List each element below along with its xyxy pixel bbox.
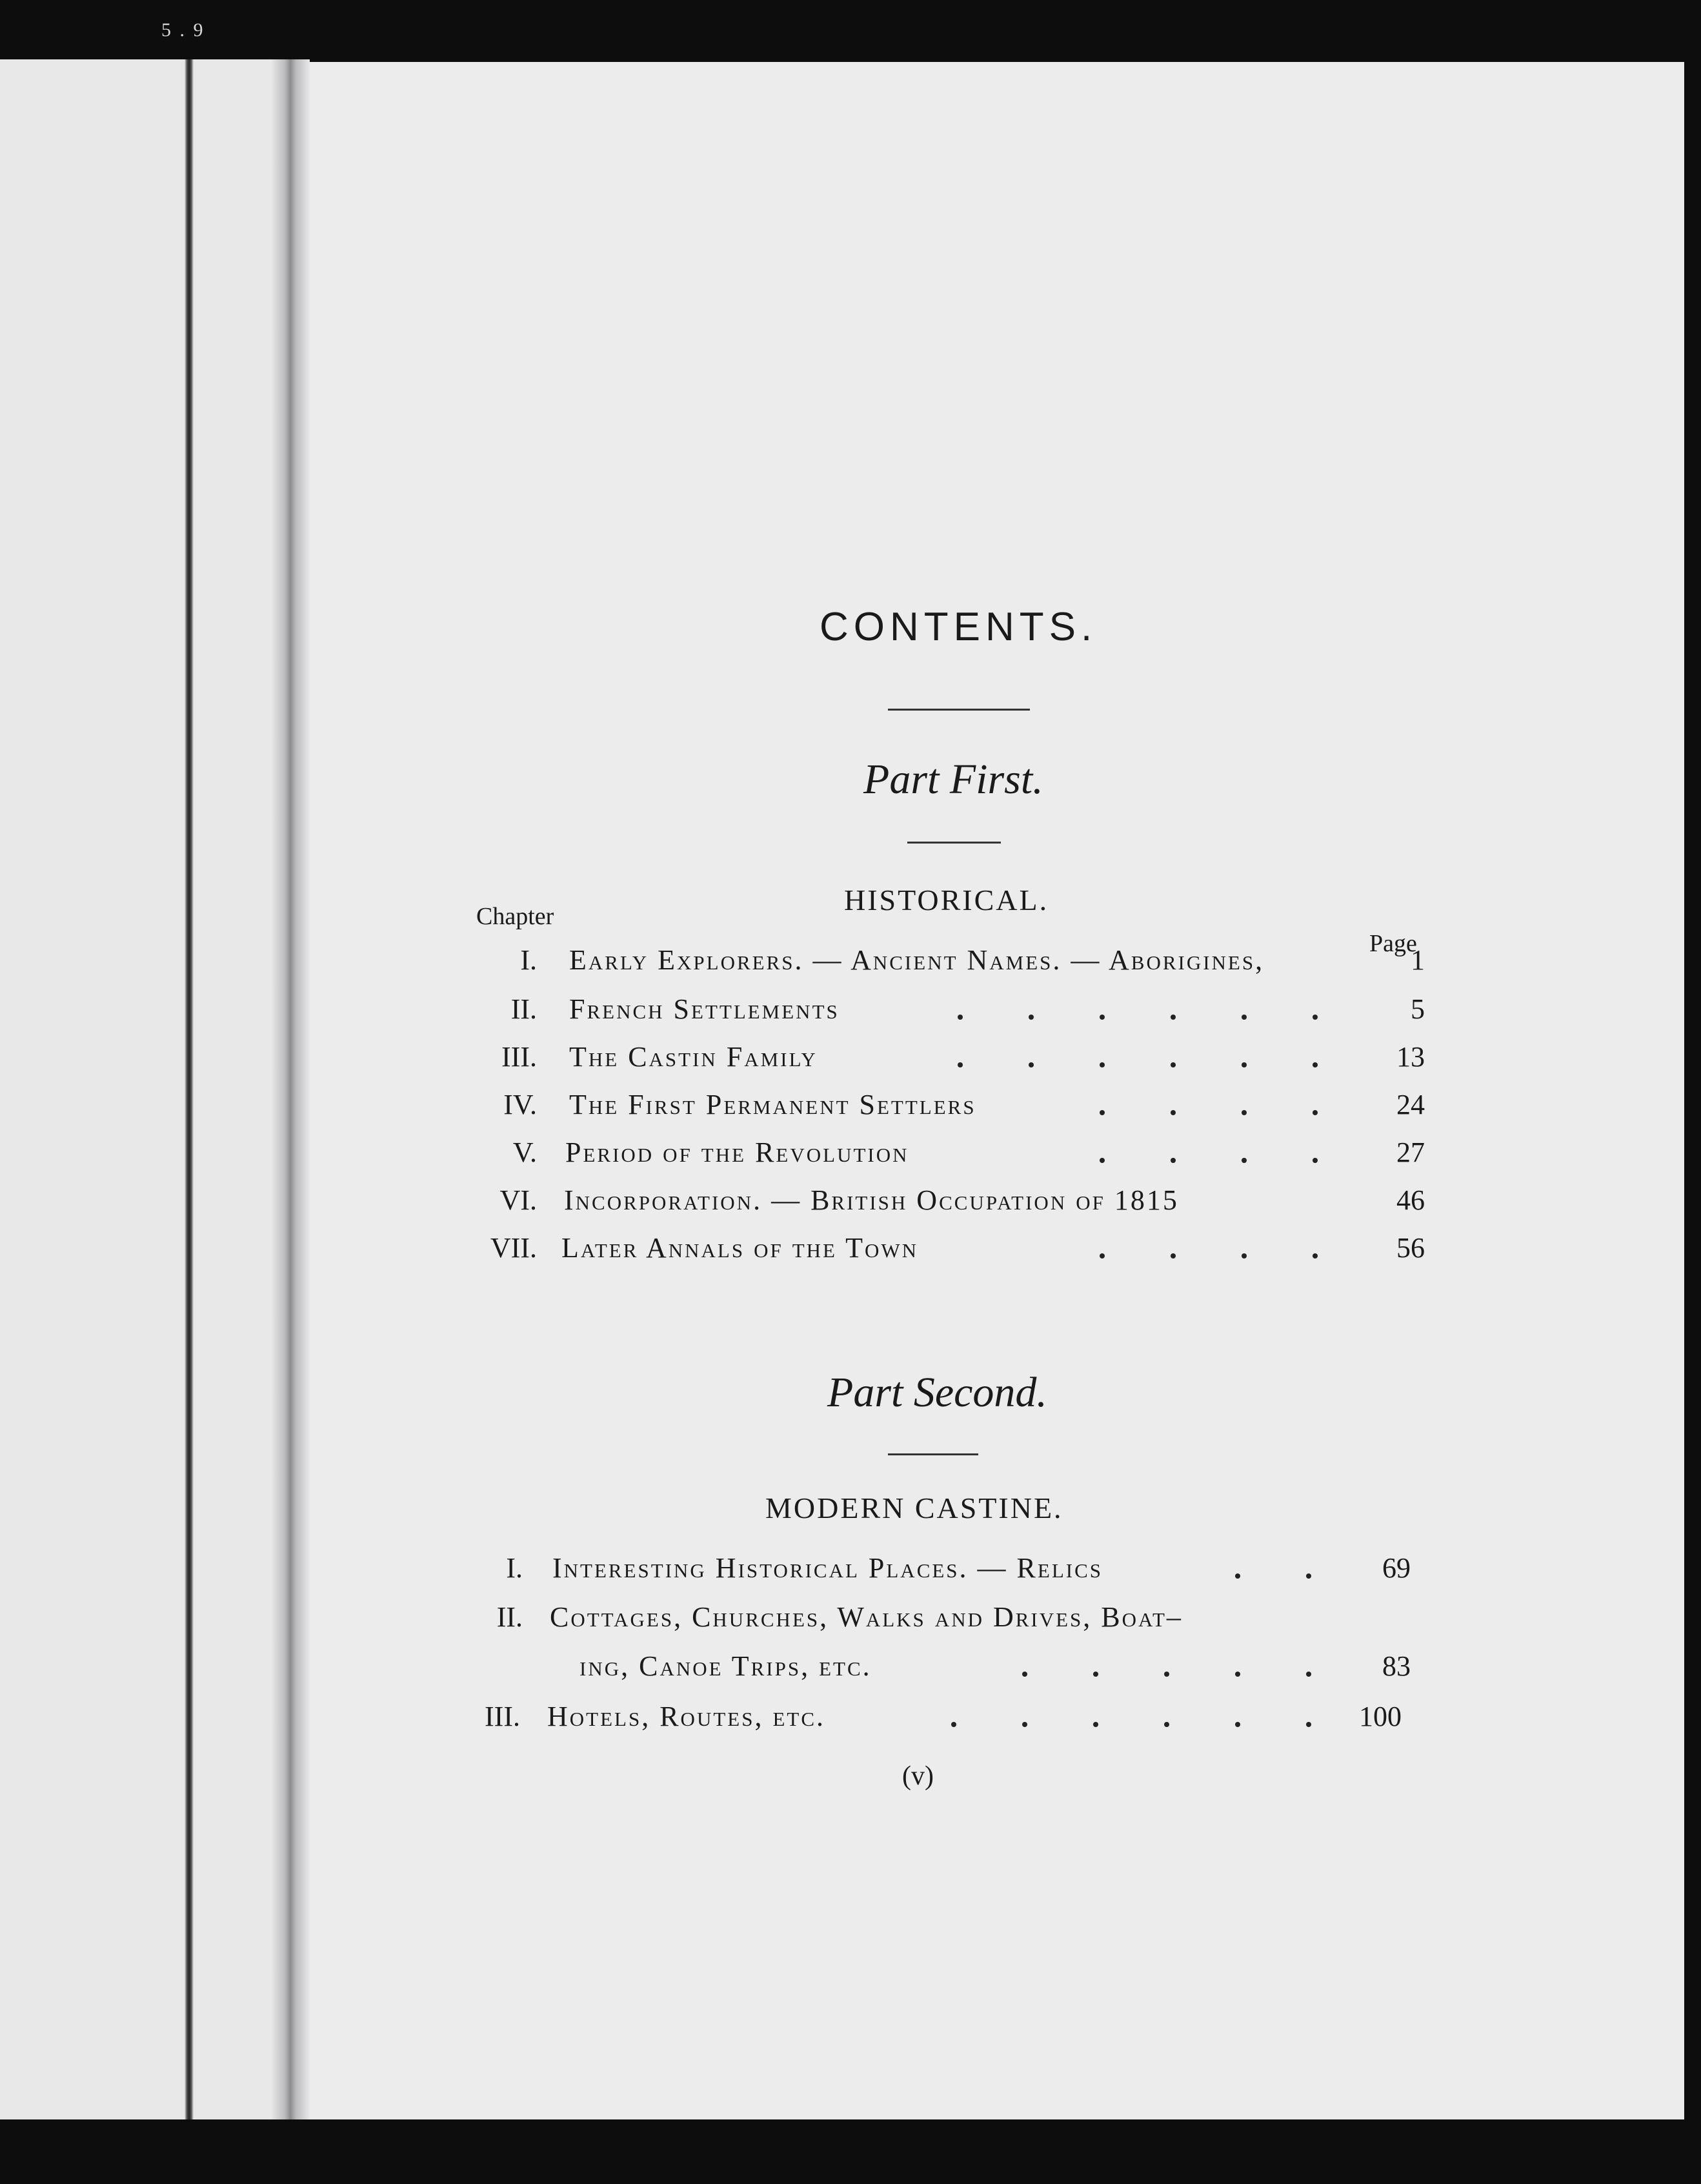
- entry-title: Incorporation. — British Occupation of 1815: [564, 1184, 1179, 1216]
- chapter-number: VII.: [490, 1232, 537, 1264]
- leader-dot: [958, 1062, 963, 1067]
- entry-page: 5: [1411, 993, 1425, 1025]
- leader-dot: [1171, 1015, 1176, 1020]
- chapter-number: I.: [506, 1552, 523, 1584]
- chapter-column-label: Chapter: [476, 903, 554, 930]
- toc-entry-part1-ch7: [0, 1231, 1701, 1270]
- page-folio: (v): [902, 1761, 934, 1791]
- entry-page: 69: [1382, 1552, 1411, 1584]
- chapter-number: III.: [485, 1701, 520, 1732]
- toc-entry-part1-ch4: [0, 1088, 1701, 1127]
- page-column-label: Page: [1369, 930, 1417, 957]
- entry-title: Cottages, Churches, Walks and Drives, Boat–: [550, 1601, 1183, 1633]
- toc-entry-part1-ch6: [0, 1184, 1701, 1222]
- leader-dot: [1093, 1722, 1098, 1727]
- leader-dot: [1171, 1158, 1176, 1163]
- leader-dot: [1306, 1672, 1311, 1677]
- leader-dot: [1306, 1573, 1311, 1579]
- toc-entry-part1-ch1: [0, 944, 1701, 982]
- top-margin-mark: 5 . 9: [161, 19, 205, 41]
- leader-dot: [958, 1015, 963, 1020]
- toc-entry-part2-ch3: [0, 1700, 1701, 1739]
- leader-dot: [1164, 1672, 1169, 1677]
- toc-entry-part1-ch2: [0, 993, 1701, 1031]
- entry-title: Later Annals of the Town: [561, 1232, 919, 1264]
- toc-entry-part2-ch2-continuation: [0, 1650, 1701, 1688]
- entry-page: 27: [1396, 1137, 1425, 1168]
- leader-dot: [1171, 1110, 1176, 1115]
- entry-title: The Castin Family: [569, 1041, 818, 1073]
- part-first-heading: HISTORICAL.: [844, 884, 1049, 916]
- entry-page: 56: [1396, 1232, 1425, 1264]
- leader-dot: [1235, 1573, 1240, 1579]
- leader-dot: [1306, 1722, 1311, 1727]
- leader-dot: [1235, 1672, 1240, 1677]
- chapter-number: IV.: [503, 1089, 537, 1120]
- entry-title: Period of the Revolution: [565, 1137, 909, 1168]
- leader-dot: [1164, 1722, 1169, 1727]
- entry-title: The First Permanent Settlers: [569, 1089, 976, 1120]
- leader-dot: [1029, 1062, 1034, 1067]
- entry-page: 1: [1411, 944, 1425, 976]
- chapter-number: II.: [496, 1601, 523, 1633]
- entry-title: Hotels, Routes, etc.: [547, 1701, 825, 1732]
- toc-entry-part1-ch3: [0, 1040, 1701, 1079]
- leader-dot: [1242, 1015, 1247, 1020]
- leader-dot: [1313, 1015, 1318, 1020]
- leader-dot: [1313, 1110, 1318, 1115]
- leader-dot: [1171, 1062, 1176, 1067]
- entry-page: 13: [1396, 1041, 1425, 1073]
- scan-bottom-border: [0, 2119, 1701, 2184]
- leader-dot: [1100, 1015, 1105, 1020]
- toc-entry-part2-ch2: [0, 1601, 1701, 1639]
- leader-dot: [1029, 1015, 1034, 1020]
- entry-title-continuation: ing, Canoe Trips, etc.: [579, 1650, 872, 1682]
- leader-dot: [1313, 1158, 1318, 1163]
- leader-dot: [1100, 1253, 1105, 1259]
- chapter-number: II.: [510, 993, 537, 1025]
- leader-dot: [1100, 1110, 1105, 1115]
- leader-dot: [1242, 1253, 1247, 1259]
- leader-dot: [1022, 1672, 1027, 1677]
- leader-dot: [1242, 1062, 1247, 1067]
- leader-dot: [1235, 1722, 1240, 1727]
- leader-dot: [1100, 1158, 1105, 1163]
- toc-entry-part2-ch1: [0, 1552, 1701, 1590]
- toc-entry-part1-ch5: [0, 1136, 1701, 1175]
- entry-title: French Settlements: [569, 993, 840, 1025]
- chapter-number: V.: [512, 1137, 537, 1168]
- entry-page: 46: [1396, 1184, 1425, 1216]
- part-first-divider: [907, 842, 1001, 844]
- entry-page: 100: [1359, 1701, 1402, 1732]
- chapter-number: VI.: [499, 1184, 537, 1216]
- entry-page: 83: [1382, 1650, 1411, 1682]
- part-second-title: Part Second.: [827, 1369, 1047, 1416]
- leader-dot: [1242, 1110, 1247, 1115]
- chapter-number: III.: [501, 1041, 537, 1073]
- leader-dot: [1242, 1158, 1247, 1163]
- part-second-heading: MODERN CASTINE.: [765, 1491, 1063, 1524]
- leader-dot: [1022, 1722, 1027, 1727]
- chapter-number: I.: [520, 944, 537, 976]
- entry-page: 24: [1396, 1089, 1425, 1120]
- entry-title: Interesting Historical Places. — Relics: [552, 1552, 1103, 1584]
- leader-dot: [1093, 1672, 1098, 1677]
- part-first-title: Part First.: [863, 756, 1043, 803]
- entry-title: Early Explorers. — Ancient Names. — Aborigines,: [569, 944, 1265, 976]
- title-divider: [888, 709, 1030, 711]
- leader-dot: [1313, 1062, 1318, 1067]
- leader-dot: [1313, 1253, 1318, 1259]
- leader-dot: [1100, 1062, 1105, 1067]
- leader-dot: [1171, 1253, 1176, 1259]
- page-title: CONTENTS.: [820, 605, 1098, 649]
- leader-dot: [951, 1722, 956, 1727]
- part-second-divider: [888, 1453, 978, 1455]
